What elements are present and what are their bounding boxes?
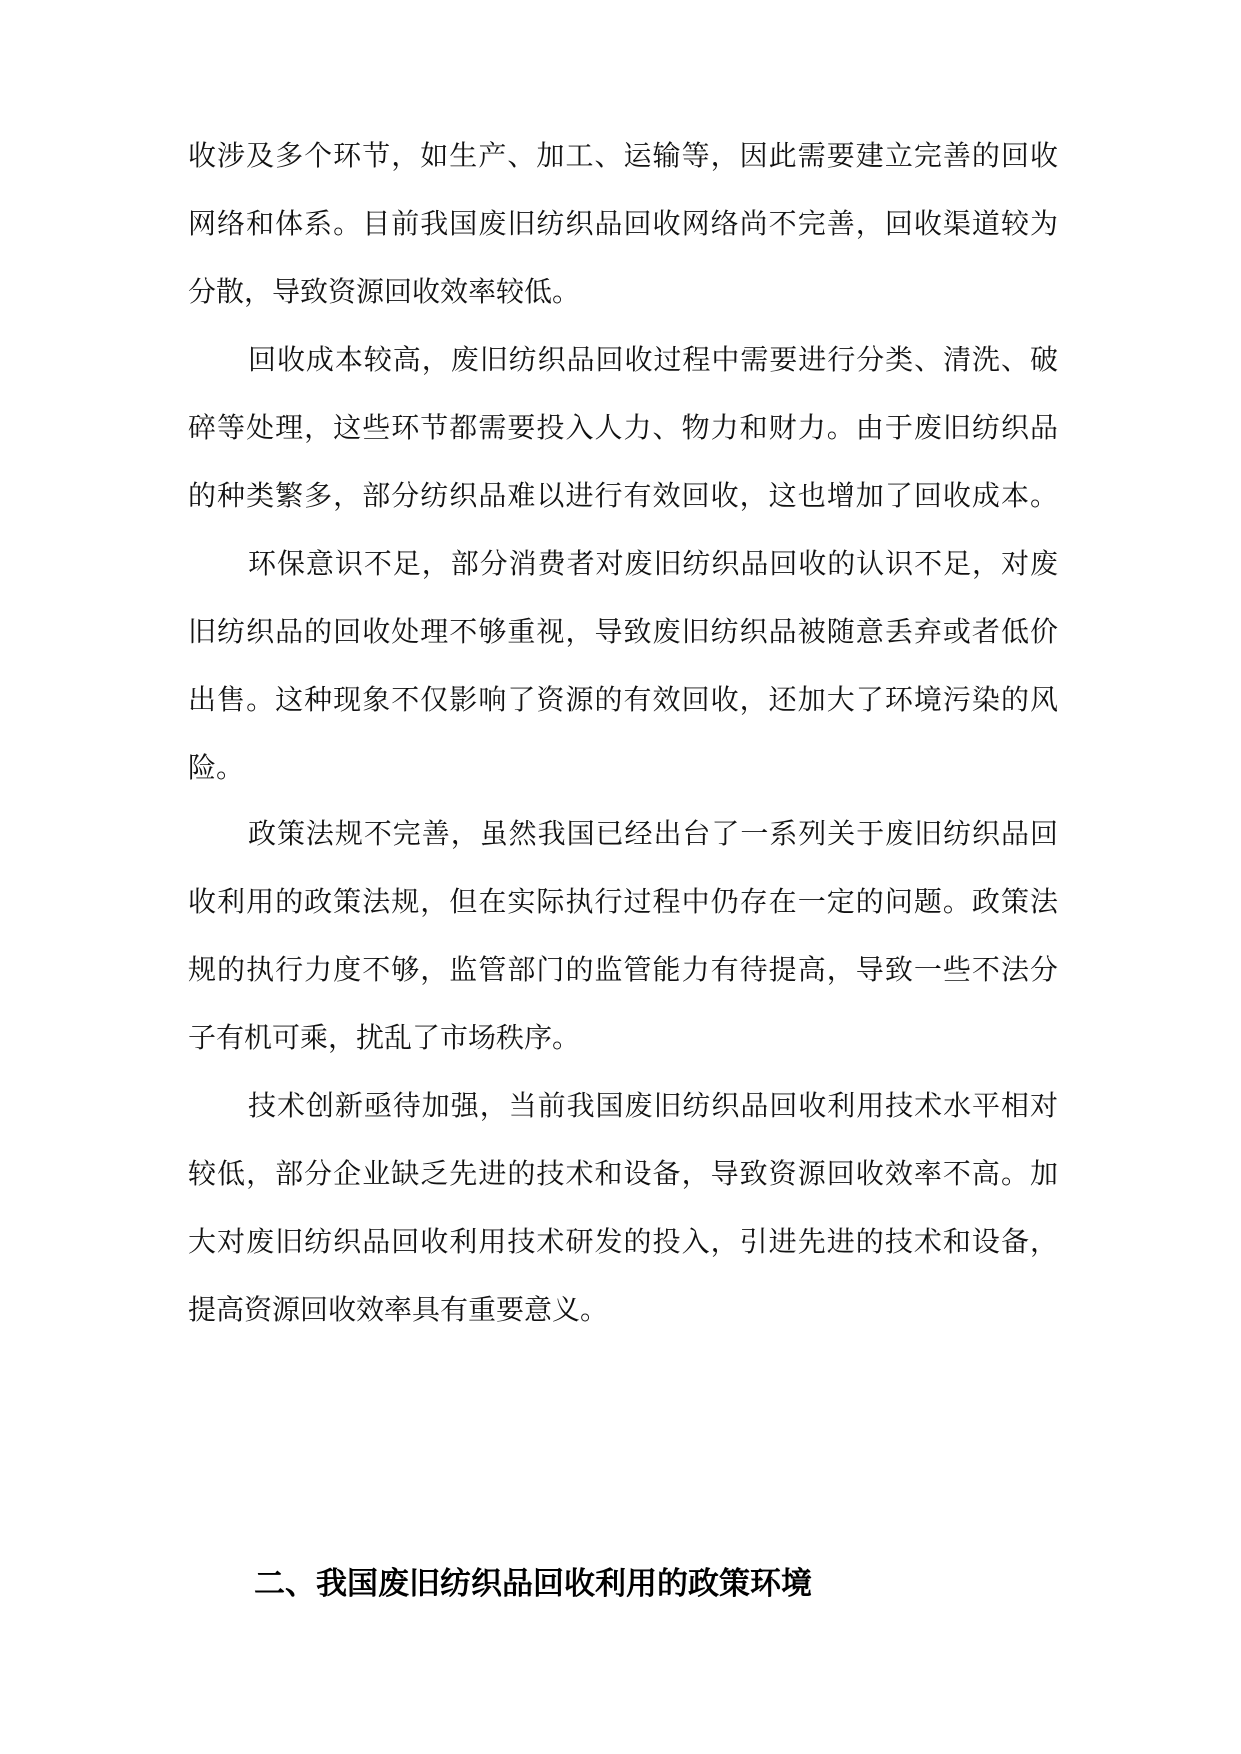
paragraph-4-line-4: 子有机可乘，扰乱了市场秩序。	[188, 1021, 581, 1054]
paragraph-2-line-3: 的种类繁多，部分纺织品难以进行有效回收，这也增加了回收成本。	[188, 479, 1058, 512]
paragraph-3-line-3: 出售。这种现象不仅影响了资源的有效回收，还加大了环境污染的风	[188, 683, 1058, 716]
paragraph-5-line-1: 技术创新亟待加强，当前我国废旧纺织品回收利用技术水平相对	[248, 1089, 1058, 1122]
paragraph-3-line-1: 环保意识不足，部分消费者对废旧纺织品回收的认识不足，对废	[248, 547, 1058, 580]
section-heading: 二、我国废旧纺织品回收利用的政策环境	[254, 1566, 812, 1602]
paragraph-5-line-3: 大对废旧纺织品回收利用技术研发的投入，引进先进的技术和设备，	[188, 1225, 1058, 1258]
paragraph-2-line-1: 回收成本较高，废旧纺织品回收过程中需要进行分类、清洗、破	[248, 343, 1058, 376]
paragraph-4-line-2: 收利用的政策法规，但在实际执行过程中仍存在一定的问题。政策法	[188, 885, 1058, 918]
paragraph-3-line-4: 险。	[188, 751, 245, 784]
paragraph-3-line-2: 旧纺织品的回收处理不够重视，导致废旧纺织品被随意丢弃或者低价	[188, 615, 1058, 648]
paragraph-1-line-2: 网络和体系。目前我国废旧纺织品回收网络尚不完善，回收渠道较为	[188, 207, 1058, 240]
paragraph-5-line-2: 较低，部分企业缺乏先进的技术和设备，导致资源回收效率不高。加	[188, 1157, 1058, 1190]
paragraph-1-line-1: 收涉及多个环节，如生产、加工、运输等，因此需要建立完善的回收	[188, 139, 1058, 172]
paragraph-5-line-4: 提高资源回收效率具有重要意义。	[188, 1293, 609, 1326]
paragraph-2-line-2: 碎等处理，这些环节都需要投入人力、物力和财力。由于废旧纺织品	[188, 411, 1058, 444]
paragraph-4-line-1: 政策法规不完善，虽然我国已经出台了一系列关于废旧纺织品回	[248, 817, 1058, 850]
paragraph-1-line-3: 分散，导致资源回收效率较低。	[188, 275, 581, 308]
paragraph-4-line-3: 规的执行力度不够，监管部门的监管能力有待提高，导致一些不法分	[188, 953, 1058, 986]
